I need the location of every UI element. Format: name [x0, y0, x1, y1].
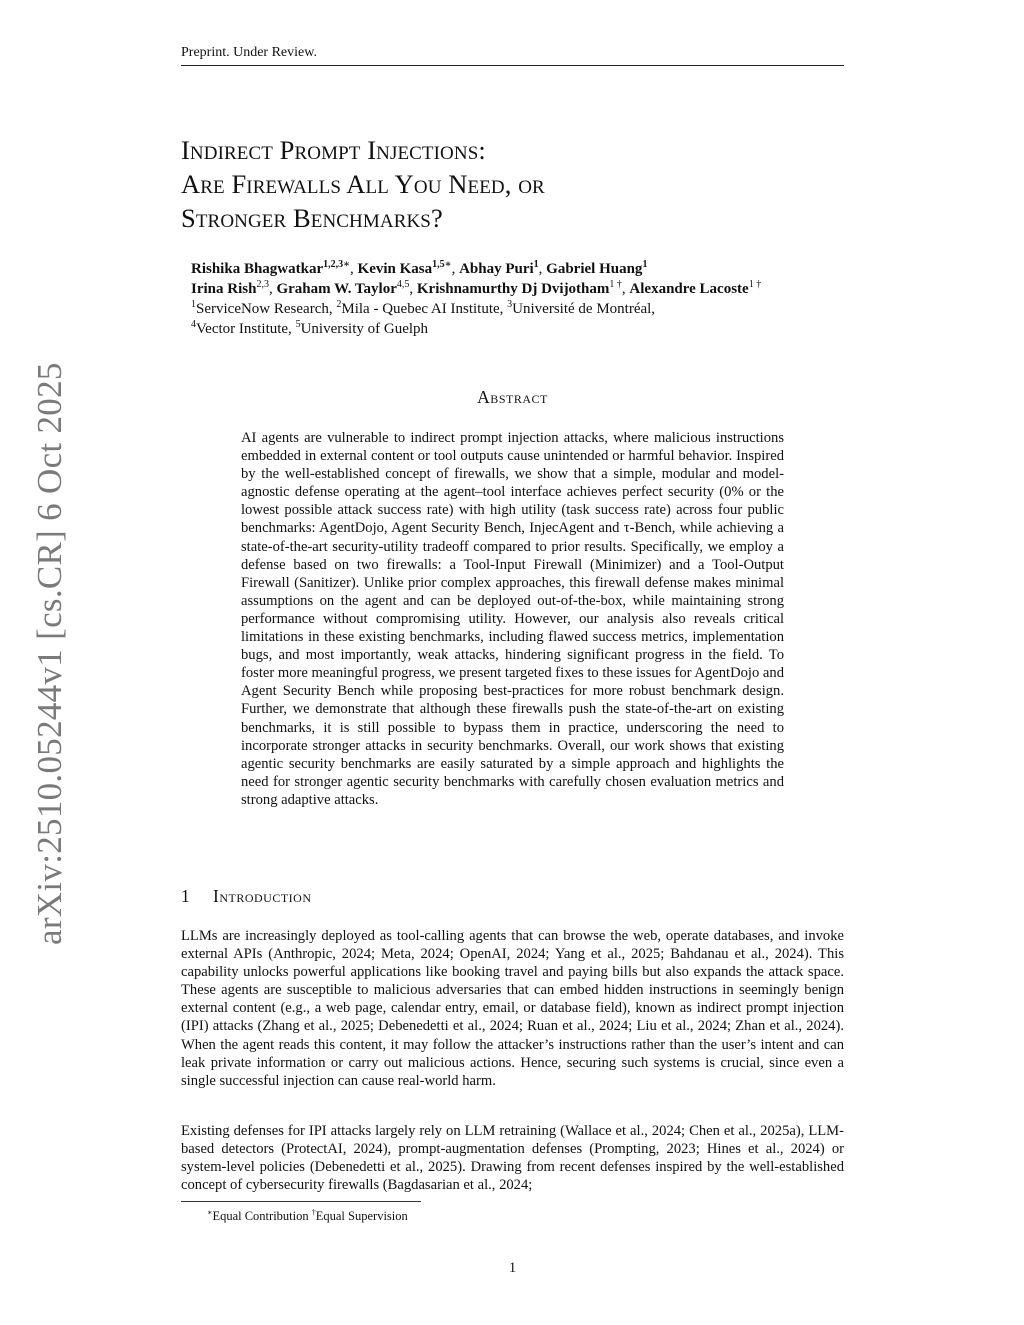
title-line-3: Stronger Benchmarks?	[181, 203, 443, 233]
author-line-1: Rishika Bhagwatkar$^{1,2,3∗}$, Kevin Kasa$^{1,5∗}$, Abhay Puri$^1$, Gabriel Huang$^1$	[191, 259, 648, 277]
footnote: ∗Equal Contribution †Equal Supervision	[207, 1208, 408, 1223]
affiliation-line-2: $^4$Vector Institute, $^5$University of Guelph	[191, 319, 429, 337]
abstract-text: AI agents are vulnerable to indirect prompt injection attacks, where malicious instructions embedded in external content or tool outputs cause unintended or harmful behavior. Inspired by the well-established concept of firewalls, we show that a simple, modular and model-agnostic defense operating at the agent–tool interface achieves perfect security (0% or the lowest possible attack success rate) with high utility (task success rate) across four public benchmarks: AgentDojo, Agent Security Bench, InjecAgent and τ-Bench, while achieving a state-of-the-art security-utility tradeoff compared to prior results. Specifically, we employ a defense based on two firewalls: a Tool-Input Firewall (Minimizer) and a Tool-Output Firewall (Sanitizer). Unlike prior complex approaches, this firewall defense makes minimal assumptions on the agent and can be deployed out-of-the-box, while maintaining strong performance without compromising utility. However, our analysis also reveals critical limitations in these existing benchmarks, including flawed success metrics, implementation bugs, and most importantly, weak attacks, hindering significant progress in the field. To foster more meaningful progress, we present targeted fixes to these issues for AgentDojo and Agent Security Bench while proposing best-practices for more robust benchmark design. Further, we demonstrate that although these firewalls push the state-of-the-art on existing benchmarks, it is still possible to bypass them in practice, underscoring the need to incorporate stronger attacks in security benchmarks. Overall, our work shows that existing agentic security benchmarks are easily saturated by a simple approach and highlights the need for stronger agentic security benchmarks with carefully chosen evaluation metrics and strong adaptive attacks.	[241, 430, 784, 808]
body-paragraph-1: LLMs are increasingly deployed as tool-calling agents that can browse the web, operate databases, and invoke external APIs (Anthropic, 2024; Meta, 2024; OpenAI, 2024; Yang et al., 2025; Bahdanau et al., 2024). This capability unlocks powerful applications like booking travel and paying bills but also expands the attack space. These agents are susceptible to malicious adversaries that can embed hidden instructions in seemingly benign external content (e.g., a web page, calendar entry, email, or database field), known as indirect prompt injection (IPI) attacks (Zhang et al., 2025; Debenedetti et al., 2024; Ruan et al., 2024; Liu et al., 2024; Zhan et al., 2024). When the agent reads this content, it may follow the attacker’s instructions rather than the user’s intent and can leak private information or carry out malicious actions. Hence, securing such systems is crucial, since even a single successful injection can cause real-world harm.	[181, 928, 844, 1089]
section-heading	[181, 885, 844, 907]
body-paragraph-2: Existing defenses for IPI attacks largely rely on LLM retraining (Wallace et al., 2024; Chen et al., 2025a), LLM-based detectors (ProtectAI, 2024), prompt-augmentation defenses (Prompting, 2023; Hines et al., 2024) or system-level policies (Debenedetti et al., 2025). Drawing from recent defenses inspired by the well-established concept of cybersecurity firewalls (Bagdasarian et al., 2024;	[181, 1123, 844, 1194]
author-block	[191, 259, 844, 339]
author-name: Gabriel Huang$^1$	[546, 259, 648, 277]
arxiv-stamp: arXiv:2510.05244v1 [cs.CR] 6 Oct 2025	[30, 362, 69, 945]
title-line-2: Are Firewalls All You Need, or	[181, 169, 545, 199]
author-name: Kevin Kasa$^{1,5∗}$	[357, 259, 452, 277]
abstract-heading: Abstract	[477, 387, 548, 407]
author-name: Rishika Bhagwatkar$^{1,2,3∗}$	[191, 259, 351, 277]
section-title: Introduction	[213, 886, 312, 906]
running-head: Preprint. Under Review.	[181, 45, 317, 60]
footnote-rule	[181, 1201, 421, 1202]
header-rule	[181, 65, 844, 66]
author-name: Irina Rish	[191, 281, 257, 297]
paper-title	[181, 133, 844, 235]
author-name: Alexandre Lacoste	[629, 281, 749, 297]
section-number: 1	[181, 886, 190, 906]
title-line-1: Indirect Prompt Injections:	[181, 135, 486, 165]
author-line-2: Irina Rish$^{2,3}$, Graham W. Taylor$^{4,5}$, Krishnamurthy Dj Dvijotham$^{1 \dagger}$, Alexandre Lacoste$^{1 \dagger}$	[191, 279, 762, 297]
author-name: Krishnamurthy Dj Dvijotham	[416, 281, 610, 297]
author-name: Graham W. Taylor	[276, 281, 397, 297]
affiliation-line-1: $^1$ServiceNow Research, $^2$Mila - Quebec AI Institute, $^3$Université de Montréal,	[191, 299, 656, 317]
author-name: Abhay Puri$^1$	[459, 259, 539, 277]
page-number: 1	[508, 1260, 517, 1276]
